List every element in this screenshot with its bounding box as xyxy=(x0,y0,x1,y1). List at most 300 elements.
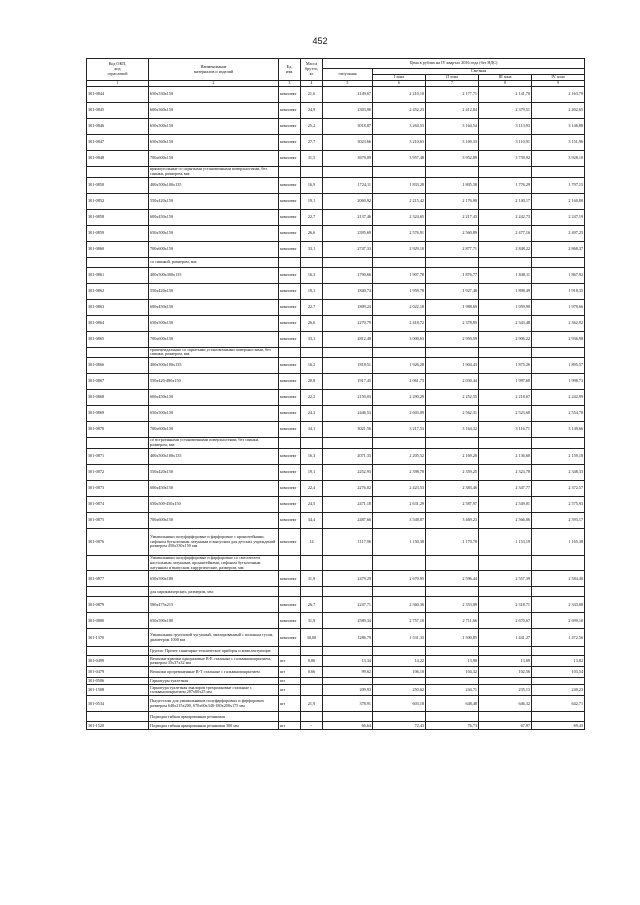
item-unit: шт xyxy=(279,667,301,678)
item-name: 550х420х150 xyxy=(149,193,279,209)
price-zone-2: 1 805,58 xyxy=(426,177,479,193)
price-zone-2: 1 927,48 xyxy=(426,283,479,299)
section-row xyxy=(87,587,585,597)
item-name: Гарнитуры туалетная xyxy=(149,678,279,685)
price-release: 2303,96 xyxy=(323,103,373,119)
empty-cell xyxy=(426,438,479,449)
price-zone-1: 3 264,53 xyxy=(373,119,426,135)
empty-cell xyxy=(279,167,301,178)
empty-cell xyxy=(323,167,373,178)
price-zone-4: 2 402,65 xyxy=(532,103,585,119)
price-release: 66,64 xyxy=(323,722,373,730)
section-row xyxy=(87,257,585,267)
item-name: 650х500х150 xyxy=(149,315,279,331)
header-zone-3: III зона xyxy=(479,75,532,81)
header-zone-1: I зона xyxy=(373,75,426,81)
item-unit: шт xyxy=(279,696,301,712)
empty-cell xyxy=(279,438,301,449)
col-num: 2 xyxy=(149,81,279,87)
item-unit: комплект xyxy=(279,225,301,241)
empty-cell xyxy=(279,647,301,656)
price-release xyxy=(323,678,373,685)
price-zone-1: 2 929,10 xyxy=(373,241,426,257)
item-code: 301-0846 xyxy=(87,119,149,135)
item-name: 600х450х150 xyxy=(149,390,279,406)
item-name: Вешалки прорезиненные В-Т стальные с гальванопокрытием xyxy=(149,667,279,678)
item-unit: комплект xyxy=(279,406,301,422)
item-unit: комплект xyxy=(279,613,301,629)
table-row xyxy=(87,496,585,512)
price-zone-1: 1 150,38 xyxy=(373,528,426,555)
item-mass: 24,3 xyxy=(301,406,323,422)
price-zone-3: 1 776,29 xyxy=(479,177,532,193)
empty-cell xyxy=(373,167,426,178)
price-release: 1840,74 xyxy=(323,283,373,299)
price-release: 1286,79 xyxy=(323,629,373,647)
price-zone-2: 2 412,84 xyxy=(426,103,479,119)
item-unit: комплект xyxy=(279,299,301,315)
price-zone-4: 2 936,98 xyxy=(532,331,585,347)
item-name: 700х600х150 xyxy=(149,422,279,438)
item-code: 301-0845 xyxy=(87,103,149,119)
price-zone-2: 2 562,31 xyxy=(426,406,479,422)
item-name: Умывальник групповой чугунный, эмалированный с польным тусом, диаметром 1000 мм xyxy=(149,629,279,647)
item-code: 301-0850 xyxy=(87,177,149,193)
item-mass: 22,7 xyxy=(301,209,323,225)
price-zone-2: 3 169,33 xyxy=(426,135,479,151)
item-code: 301-0876 xyxy=(87,528,149,555)
price-zone-4: 1 165,38 xyxy=(532,528,585,555)
col-num: 3 xyxy=(279,81,301,87)
price-release: 2149,67 xyxy=(323,87,373,103)
price-release: 2395,69 xyxy=(323,225,373,241)
price-zone-1: 1 959,78 xyxy=(373,283,426,299)
price-release: 3018,87 xyxy=(323,119,373,135)
item-code: 301-0875 xyxy=(87,512,149,528)
table-row xyxy=(87,656,585,667)
item-name: 600х450х150 xyxy=(149,480,279,496)
price-release: 2071,33 xyxy=(323,448,373,464)
price-zone-1: 2 210,10 xyxy=(373,87,426,103)
col-num: 9 xyxy=(532,81,585,87)
price-zone-3: 2 379,51 xyxy=(479,103,532,119)
item-name: 700х600х150 xyxy=(149,331,279,347)
price-zone-4: 2 348,33 xyxy=(532,464,585,480)
price-zone-2: 2 030,44 xyxy=(426,374,479,390)
price-zone-4: 2 497,25 xyxy=(532,225,585,241)
header-estimate: Сметная xyxy=(373,69,585,75)
item-name: 650х500х150 xyxy=(149,225,279,241)
price-table xyxy=(86,58,585,730)
item-unit: шт xyxy=(279,656,301,667)
item-code: 301-0872 xyxy=(87,464,149,480)
item-mass: 26,7 xyxy=(301,597,323,613)
item-code: 301-0479 xyxy=(87,667,149,678)
price-zone-3: 3 116,71 xyxy=(479,422,532,438)
table-row xyxy=(87,629,585,647)
group-row xyxy=(87,647,585,656)
item-code: 301-0861 xyxy=(87,267,149,283)
price-zone-3: 1 153,19 xyxy=(479,528,532,555)
price-zone-1: 2 670,95 xyxy=(373,571,426,587)
price-zone-1: 1 926,28 xyxy=(373,358,426,374)
item-code: 301-0848 xyxy=(87,151,149,167)
header-name: Наименование материалов и изделий xyxy=(149,59,279,81)
table-row xyxy=(87,685,585,696)
item-unit: комплект xyxy=(279,571,301,587)
item-code: 301-0863 xyxy=(87,299,149,315)
price-zone-1: 2 576,91 xyxy=(373,225,426,241)
item-unit: шт xyxy=(279,685,301,696)
item-name: 550х420х150 xyxy=(149,464,279,480)
empty-cell xyxy=(532,438,585,449)
item-mass: 21,6 xyxy=(301,87,323,103)
item-name: 700х600х150 xyxy=(149,241,279,257)
col-num: 6 xyxy=(373,81,426,87)
item-code: 301-0880 xyxy=(87,613,149,629)
price-zone-4: 2 242,99 xyxy=(532,390,585,406)
empty-cell xyxy=(279,712,301,722)
empty-cell xyxy=(301,167,323,178)
price-release: 1117,96 xyxy=(323,528,373,555)
price-zone-2: 76,73 xyxy=(426,722,479,730)
price-zone-3: 2 242,73 xyxy=(479,209,532,225)
item-name: 700х600х150 xyxy=(149,151,279,167)
item-code: 301-0864 xyxy=(87,315,149,331)
price-zone-1: 1 833,28 xyxy=(373,177,426,193)
price-zone-2: 2 177,71 xyxy=(426,87,479,103)
price-zone-2: 2 169,20 xyxy=(426,448,479,464)
item-mass: 22,2 xyxy=(301,390,323,406)
item-name: 400х500х100х135 xyxy=(149,448,279,464)
col-num: 5 xyxy=(323,81,373,87)
price-release: 209,93 xyxy=(323,685,373,696)
item-name: 650х530х150 xyxy=(149,87,279,103)
item-code: 301-0862 xyxy=(87,283,149,299)
price-zone-2: 3 164,32 xyxy=(426,422,479,438)
item-name: 550х420х150 xyxy=(149,283,279,299)
empty-cell xyxy=(301,712,323,722)
header-code: Код ОКП, код отраслевой xyxy=(87,59,149,81)
empty-cell xyxy=(426,555,479,570)
price-zone-2: 3 164,54 xyxy=(426,119,479,135)
item-mass: 19,1 xyxy=(301,464,323,480)
price-zone-4: 1 979,66 xyxy=(532,299,585,315)
price-zone-3: 2 566,06 xyxy=(479,512,532,528)
empty-cell xyxy=(301,647,323,656)
empty-cell xyxy=(301,438,323,449)
price-zone-3: 1 959,90 xyxy=(479,299,532,315)
item-unit: комплект xyxy=(279,177,301,193)
item-unit: комплект xyxy=(279,512,301,528)
item-code: 301-0859 xyxy=(87,225,149,241)
item-code: 301-0534 xyxy=(87,696,149,712)
section-row xyxy=(87,167,585,178)
price-zone-2: 2 176,90 xyxy=(426,193,479,209)
empty-cell xyxy=(279,587,301,597)
item-unit: комплект xyxy=(279,103,301,119)
table-row xyxy=(87,267,585,283)
empty-cell xyxy=(279,555,301,570)
price-zone-3: 2 136,60 xyxy=(479,448,532,464)
price-zone-4: 3 928,10 xyxy=(532,151,585,167)
empty-cell xyxy=(373,347,426,358)
item-code: 301-0869 xyxy=(87,406,149,422)
price-zone-1: 2 418,72 xyxy=(373,315,426,331)
price-release: 13,34 xyxy=(323,656,373,667)
empty-cell xyxy=(323,555,373,570)
item-name: Умывальники полуфарфоровые и фарфоровые с кронштейнами, сифоном бутылочным латунным и выпуском для детских учреждений размером 450х330х150 мм xyxy=(149,528,279,555)
price-zone-3: 2 549,01 xyxy=(479,496,532,512)
price-zone-2: 1 904,43 xyxy=(426,358,479,374)
price-release: 2252,93 xyxy=(323,464,373,480)
col-num: 8 xyxy=(479,81,532,87)
price-release: 2747,33 xyxy=(323,241,373,257)
empty-code-cell xyxy=(87,257,149,267)
item-unit: комплект xyxy=(279,241,301,257)
item-code: 301-1370 xyxy=(87,629,149,647)
price-release: 3679,09 xyxy=(323,151,373,167)
empty-cell xyxy=(301,555,323,570)
item-unit: комплект xyxy=(279,528,301,555)
item-mass: 0,06 xyxy=(301,656,323,667)
price-zone-4: 2 163,79 xyxy=(532,87,585,103)
empty-cell xyxy=(426,347,479,358)
empty-cell xyxy=(479,555,532,570)
empty-cell xyxy=(373,587,426,597)
price-zone-4: 2 699,10 xyxy=(532,613,585,629)
table-row xyxy=(87,225,585,241)
section-row xyxy=(87,438,585,449)
item-unit: комплект xyxy=(279,597,301,613)
item-name: 650х590х180 xyxy=(149,613,279,629)
price-release: 2812,48 xyxy=(323,331,373,347)
price-zone-3: 67,97 xyxy=(479,722,532,730)
item-mass: 14 xyxy=(301,528,323,555)
price-zone-2: 1 876,77 xyxy=(426,267,479,283)
item-mass: 27,7 xyxy=(301,135,323,151)
empty-cell xyxy=(479,257,532,267)
section-row xyxy=(87,347,585,358)
item-code: 301-0873 xyxy=(87,480,149,496)
item-mass: 33,1 xyxy=(301,331,323,347)
table-row xyxy=(87,193,585,209)
price-zone-2: 2 877,71 xyxy=(426,241,479,257)
price-zone-4: 2 160,80 xyxy=(532,193,585,209)
price-zone-4: 2 362,92 xyxy=(532,315,585,331)
table-row xyxy=(87,512,585,528)
empty-cell xyxy=(532,647,585,656)
empty-code-cell xyxy=(87,587,149,597)
table-row xyxy=(87,241,585,257)
price-release: 2276,02 xyxy=(323,480,373,496)
price-zone-1: 72,43 xyxy=(373,722,426,730)
price-zone-3: 235,13 xyxy=(479,685,532,696)
table-row xyxy=(87,528,585,555)
table-row xyxy=(87,613,585,629)
price-zone-3: 3 110,91 xyxy=(479,135,532,151)
price-zone-2: 104,32 xyxy=(426,667,479,678)
col-num: 4 xyxy=(301,81,323,87)
empty-code-cell xyxy=(87,712,149,722)
price-zone-2: 1 170,78 xyxy=(426,528,479,555)
table-row xyxy=(87,571,585,587)
empty-cell xyxy=(532,712,585,722)
empty-cell xyxy=(323,347,373,358)
price-zone-1: 14,22 xyxy=(373,656,426,667)
empty-cell xyxy=(532,347,585,358)
header-unit: Ед. изм. xyxy=(279,59,301,81)
price-zone-2: 13,98 xyxy=(426,656,479,667)
price-release: 99,62 xyxy=(323,667,373,678)
price-release: 2589,34 xyxy=(323,613,373,629)
item-code: 301-0847 xyxy=(87,135,149,151)
item-code: 301-0867 xyxy=(87,374,149,390)
table-row xyxy=(87,374,585,390)
empty-cell xyxy=(479,347,532,358)
item-code: 301-1508 xyxy=(87,685,149,696)
item-name: 650х500х150 xyxy=(149,119,279,135)
empty-cell xyxy=(373,555,426,570)
item-mass: 22,7 xyxy=(301,299,323,315)
price-release: 2487,66 xyxy=(323,512,373,528)
item-name: 550х420-480х150 xyxy=(149,374,279,390)
price-zone-2: 2 950,59 xyxy=(426,331,479,347)
item-unit: комплект xyxy=(279,87,301,103)
item-code: 301-0860 xyxy=(87,241,149,257)
price-zone-4: 3 149,66 xyxy=(532,422,585,438)
price-release: 1790,66 xyxy=(323,267,373,283)
table-row xyxy=(87,722,585,730)
table-row xyxy=(87,597,585,613)
item-name: Пьедесталы для умывальников полуфарфоровых и фарфоровых размером 640х215х200, 670х60х340-180х200х175 мм xyxy=(149,696,279,712)
price-zone-1 xyxy=(373,678,426,685)
empty-code-cell xyxy=(87,167,149,178)
price-zone-1: 2 452,23 xyxy=(373,103,426,119)
empty-cell xyxy=(479,647,532,656)
table-row xyxy=(87,390,585,406)
item-unit: комплект xyxy=(279,267,301,283)
price-zone-4: 642,71 xyxy=(532,696,585,712)
section-title: трапецеидальные со скрытыми установочными поверхностями, без спинки, размером, мм: xyxy=(149,347,279,358)
empty-cell xyxy=(373,647,426,656)
price-zone-1: 2 061,73 xyxy=(373,374,426,390)
price-zone-4: 3 151,96 xyxy=(532,135,585,151)
item-name: 400х500х100х135 xyxy=(149,177,279,193)
price-zone-3: 1 875,26 xyxy=(479,358,532,374)
table-row xyxy=(87,103,585,119)
item-mass: 20,8 xyxy=(301,374,323,390)
item-unit: комплект xyxy=(279,448,301,464)
price-zone-2: 2 359,25 xyxy=(426,464,479,480)
empty-cell xyxy=(532,587,585,597)
price-zone-3: 3 113,93 xyxy=(479,119,532,135)
price-zone-1: 3 957,48 xyxy=(373,151,426,167)
price-zone-3: 2 848,22 xyxy=(479,241,532,257)
empty-cell xyxy=(426,257,479,267)
table-row xyxy=(87,696,585,712)
price-release: 1724,11 xyxy=(323,177,373,193)
empty-cell xyxy=(426,647,479,656)
section-row xyxy=(87,712,585,722)
price-zone-3: 13,69 xyxy=(479,656,532,667)
table-row xyxy=(87,406,585,422)
section-title: со встроенными установочными поверхностями, без спинки, размером, мм: xyxy=(149,438,279,449)
item-mass: 21,9 xyxy=(301,696,323,712)
price-zone-1: 603,18 xyxy=(373,696,426,712)
empty-cell xyxy=(373,712,426,722)
price-release: 1809,24 xyxy=(323,299,373,315)
price-zone-1: 3 000,63 xyxy=(373,331,426,347)
item-code: 301-0871 xyxy=(87,448,149,464)
price-zone-3: 646,32 xyxy=(479,696,532,712)
price-zone-1: 3 217,53 xyxy=(373,422,426,438)
price-zone-1: 2 360,36 xyxy=(373,597,426,613)
price-zone-1: 2 290,29 xyxy=(373,390,426,406)
empty-cell xyxy=(301,587,323,597)
price-zone-2 xyxy=(426,678,479,685)
header-release: отпускная xyxy=(323,69,373,81)
price-zone-3 xyxy=(479,678,532,685)
price-zone-4: 2 343,00 xyxy=(532,597,585,613)
item-unit: комплект xyxy=(279,119,301,135)
item-code: 301-0499 xyxy=(87,656,149,667)
empty-cell xyxy=(373,438,426,449)
price-zone-4: 1 918,35 xyxy=(532,283,585,299)
item-code: 301-0844 xyxy=(87,87,149,103)
item-name: 650х500х150 xyxy=(149,406,279,422)
item-name: 400х500х300х135 xyxy=(149,267,279,283)
table-row xyxy=(87,448,585,464)
price-zone-4: 2 868,37 xyxy=(532,241,585,257)
price-zone-1: 3 548,87 xyxy=(373,512,426,528)
item-unit: комплект xyxy=(279,135,301,151)
empty-cell xyxy=(426,167,479,178)
empty-cell xyxy=(479,712,532,722)
item-unit: комплект xyxy=(279,374,301,390)
price-zone-3: 3 739,92 xyxy=(479,151,532,167)
price-release: 2247,71 xyxy=(323,597,373,613)
item-code: 301-1520 xyxy=(87,722,149,730)
item-name: 650х500-450х150 xyxy=(149,496,279,512)
item-unit: комплект xyxy=(279,390,301,406)
item-name: 650х590х180 xyxy=(149,571,279,587)
price-zone-1: 2 215,42 xyxy=(373,193,426,209)
item-name: Подводка гибкая армированная резиновая 300 мм xyxy=(149,722,279,730)
item-mass: 0,66 xyxy=(301,667,323,678)
price-zone-4: 1 895,57 xyxy=(532,358,585,374)
empty-code-cell xyxy=(87,347,149,358)
section-title: Подводка гибкая армированная резиновая xyxy=(149,712,279,722)
price-zone-1: 2 398,78 xyxy=(373,464,426,480)
price-zone-3: 1 441,27 xyxy=(479,629,532,647)
item-mass: 26,6 xyxy=(301,315,323,331)
item-unit: комплект xyxy=(279,283,301,299)
empty-cell xyxy=(301,347,323,358)
price-zone-1: 2 423,53 xyxy=(373,480,426,496)
price-zone-2: 2 711,66 xyxy=(426,613,479,629)
price-zone-4: 2 575,93 xyxy=(532,496,585,512)
empty-cell xyxy=(426,712,479,722)
price-release: 378,91 xyxy=(323,696,373,712)
item-name: 650х560х150 xyxy=(149,135,279,151)
price-zone-2: 1 988,69 xyxy=(426,299,479,315)
col-num: 1 xyxy=(87,81,149,87)
price-zone-4: 2 372,57 xyxy=(532,480,585,496)
price-zone-3: 2 906,22 xyxy=(479,331,532,347)
item-mass: 25,2 xyxy=(301,119,323,135)
price-zone-2: 2 252,55 xyxy=(426,390,479,406)
